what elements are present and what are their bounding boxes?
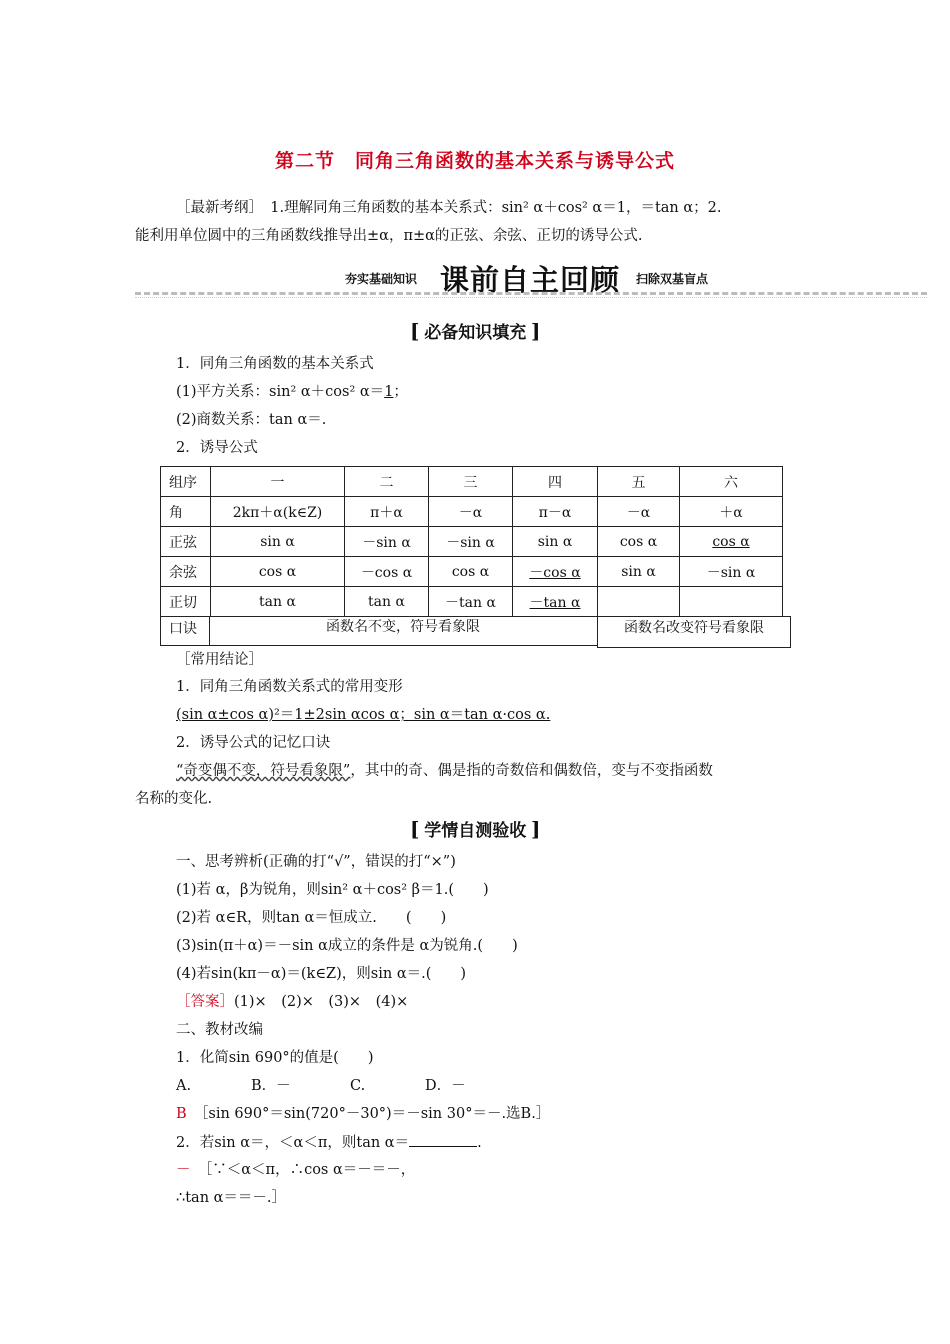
question-4: (4)若sin(kπ－α)＝(k∈Z)，则sin α＝.( ) <box>176 966 467 982</box>
page-title: 第二节 同角三角函数的基本关系与诱导公式 <box>274 150 675 172</box>
table-cell <box>680 527 783 557</box>
table-cell: 组序 <box>161 467 211 497</box>
problem-2-end: . <box>477 1135 482 1151</box>
table-cell: －sin α <box>680 557 783 587</box>
table-cell: 二 <box>345 467 429 497</box>
problem-1-option-d: D．－ <box>425 1078 466 1094</box>
problem-2 <box>176 1132 482 1153</box>
knowledge-item-1a-text: (1)平方关系：sin² α＋cos² α＝ <box>176 384 385 400</box>
problem-1: 1．化简sin 690°的值是( ) <box>176 1050 374 1066</box>
table-row-sine <box>161 527 783 557</box>
banner-right-text: 扫除双基盲点 <box>636 272 709 286</box>
problem-1-option-b: B．－ <box>251 1078 291 1094</box>
banner-left-text: 夯实基础知识 <box>345 272 418 286</box>
table-cell: tan α <box>345 587 429 617</box>
table-cell: －tan α <box>429 587 513 617</box>
knowledge-item-1b: (2)商数关系：tan α＝. <box>176 412 327 428</box>
table-cell: －α <box>429 497 513 527</box>
table-cell: 正弦 <box>161 527 211 557</box>
table-cell: π＋α <box>345 497 429 527</box>
problem-1-option-a: A. <box>176 1078 192 1094</box>
table-cell: cos α <box>598 527 680 557</box>
table-row-tangent <box>161 587 783 617</box>
problem-2-answer-mark: － <box>176 1162 191 1178</box>
table-cell: cos α <box>211 557 345 587</box>
problem-2-solution-text: ［∵＜α＜π，∴cos α＝－＝－， <box>205 1162 416 1178</box>
question-1: (1)若 α，β为锐角，则sin² α＋cos² β＝1.( ) <box>176 882 489 898</box>
problem-1-solution <box>176 1104 550 1124</box>
table-cell: 2kπ＋α(k∈Z) <box>211 497 345 527</box>
table-cell: －sin α <box>345 527 429 557</box>
knowledge-item-1: 1．同角三角函数的基本关系式 <box>176 356 374 372</box>
conclusion-2: 2．诱导公式的记忆口诀 <box>176 735 331 751</box>
syllabus-line-2: 能利用单位圆中的三角函数线推导出±α，π±α的正弦、余弦、正切的诱导公式. <box>135 228 643 244</box>
table-cell <box>598 587 680 617</box>
mnemonic-rule-unchanged: 函数名不变，符号看象限 <box>209 616 598 646</box>
banner-main-text: 课前自主回顾 <box>440 263 621 297</box>
table-cell: sin α <box>598 557 680 587</box>
table-cell: 四 <box>513 467 598 497</box>
conclusions-header: ［常用结论］ <box>176 652 263 668</box>
table-cell: 三 <box>429 467 513 497</box>
part-2-heading: 二、教材改编 <box>176 1022 263 1038</box>
banner-divider-dotted <box>135 297 927 298</box>
table-cell <box>680 587 783 617</box>
section-header-selftest-label: 学情自测验收 <box>424 821 527 841</box>
table-cell <box>513 587 598 617</box>
table-cell: 六 <box>680 467 783 497</box>
problem-2-solution-cont: ∴tan α＝＝－.］ <box>176 1190 287 1206</box>
table-cell-answer: －tan α <box>529 594 581 611</box>
problem-2-solution <box>176 1160 415 1180</box>
conclusion-2-text <box>176 761 713 781</box>
question-3: (3)sin(π＋α)＝－sin α成立的条件是 α为锐角.( ) <box>176 938 518 954</box>
answer-text: (1)× (2)× (3)× (4)× <box>234 994 409 1010</box>
table-cell: 角 <box>161 497 211 527</box>
knowledge-item-1a-end: ； <box>393 384 408 400</box>
problem-2-text: 2．若sin α＝，＜α＜π，则tan α＝ <box>176 1135 410 1151</box>
answer-line <box>176 992 408 1012</box>
conclusion-2-explanation: ，其中的奇、偶是指的奇数倍和偶数倍，变与不变指函数 <box>350 763 713 779</box>
section-header-knowledge-label: 必备知识填充 <box>424 323 527 343</box>
induction-formula-table <box>160 466 783 617</box>
problem-2-blank <box>409 1132 477 1147</box>
part-1-heading: 一、思考辨析(正确的打“√”，错误的打“×”) <box>176 854 456 870</box>
table-cell: －cos α <box>345 557 429 587</box>
table-row-group <box>161 467 783 497</box>
table-row-angle <box>161 497 783 527</box>
section-header-selftest: [ 学情自测验收 ] <box>410 817 541 841</box>
mnemonic-rule-changed: 函数名改变符号看象限 <box>597 616 791 648</box>
conclusion-1: 1．同角三角函数关系式的常用变形 <box>176 679 403 695</box>
banner-divider <box>135 292 927 295</box>
table-cell: π－α <box>513 497 598 527</box>
knowledge-item-1a <box>176 382 408 402</box>
problem-1-option-c: C. <box>350 1078 366 1094</box>
section-header-knowledge: [ 必备知识填充 ] <box>410 319 541 343</box>
table-cell: 五 <box>598 467 680 497</box>
table-cell: sin α <box>211 527 345 557</box>
knowledge-item-1a-answer: 1 <box>384 384 394 400</box>
conclusion-2-text-cont: 名称的变化. <box>135 791 213 807</box>
problem-1-answer-letter: B <box>176 1106 187 1122</box>
answer-label: ［答案］ <box>176 994 234 1010</box>
table-cell-answer: cos α <box>712 533 750 550</box>
table-cell: ＋α <box>680 497 783 527</box>
syllabus-line-1: ［最新考纲］ 1.理解同角三角函数的基本关系式：sin² α＋cos² α＝1，＝tan α；2. <box>176 200 722 216</box>
knowledge-item-2: 2．诱导公式 <box>176 440 258 456</box>
table-cell: sin α <box>513 527 598 557</box>
table-cell: cos α <box>429 557 513 587</box>
problem-1-solution-text: ［sin 690°＝sin(720°－30°)＝－sin 30°＝－.选B.］ <box>201 1106 551 1122</box>
table-cell: －sin α <box>429 527 513 557</box>
question-2: (2)若 α∈R，则tan α＝恒成立. ( ) <box>176 910 447 926</box>
table-cell <box>513 557 598 587</box>
mnemonic-label: 口诀 <box>160 616 210 646</box>
table-cell: 正切 <box>161 587 211 617</box>
conclusion-1-formula <box>176 705 550 725</box>
conclusion-1-formula-text: (sin α±cos α)²＝1±2sin αcos α；sin α＝tan α·cos α. <box>176 707 551 723</box>
table-cell: 余弦 <box>161 557 211 587</box>
table-row-cosine <box>161 557 783 587</box>
table-cell: －α <box>598 497 680 527</box>
table-cell: 一 <box>211 467 345 497</box>
table-cell: tan α <box>211 587 345 617</box>
conclusion-2-quote: “奇变偶不变，符号看象限” <box>176 763 351 779</box>
table-cell-answer: －cos α <box>529 564 581 581</box>
